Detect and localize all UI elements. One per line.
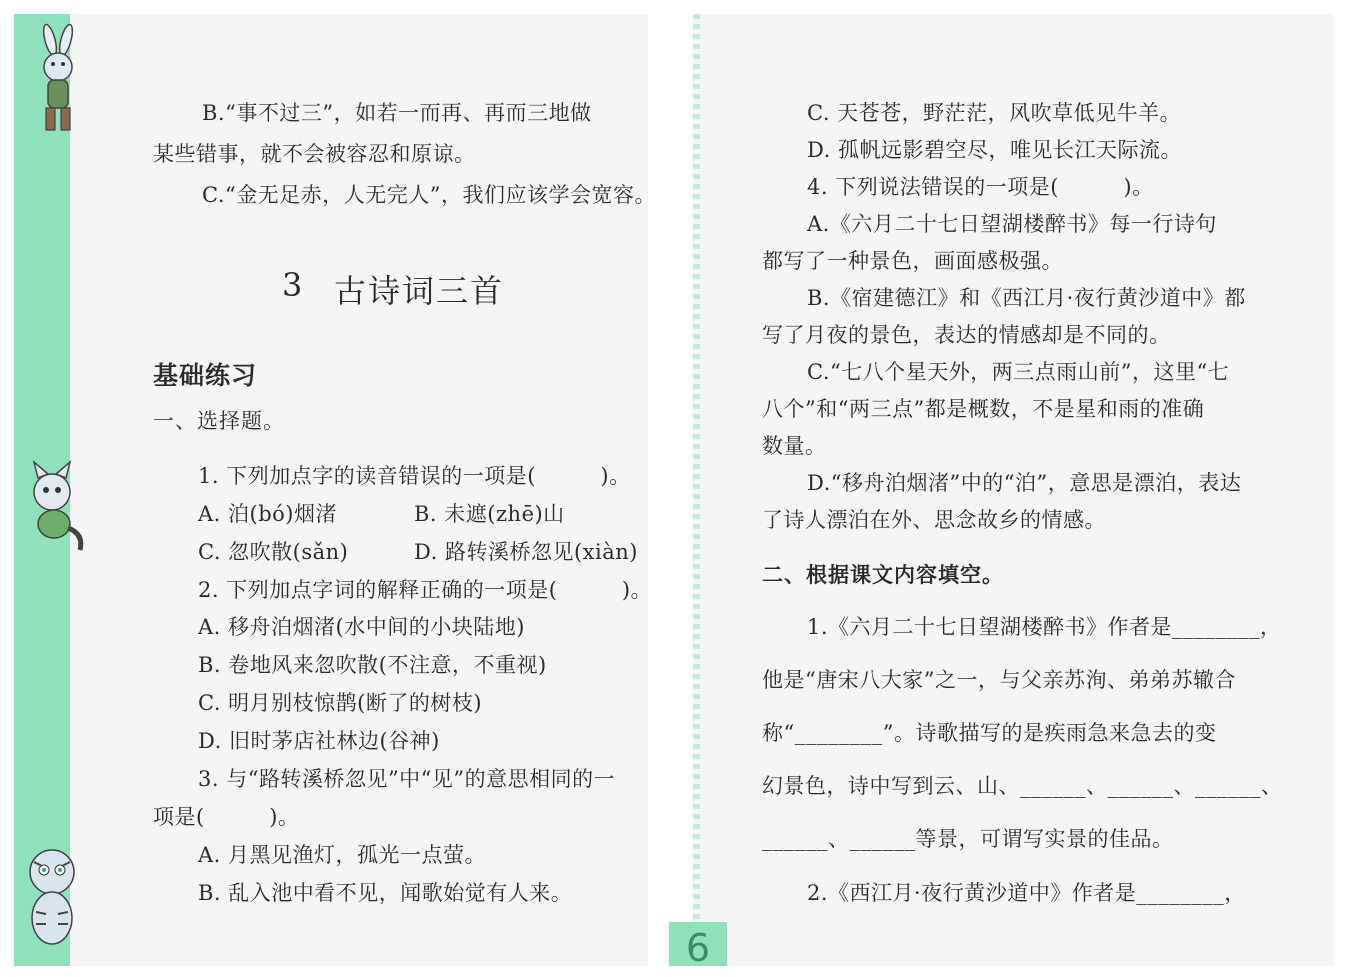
question-4: 4. 下列说法错误的一项是( )。 [807, 175, 1154, 199]
fill-1-line2: 他是“唐宋八大家”之一，与父亲苏洵、弟弟苏辙合 [762, 668, 1236, 692]
q1-option-d: D. 路转溪桥忽见(xiàn) [414, 540, 638, 564]
fill-2-line1: 2.《西江月·夜行黄沙道中》作者是________， [807, 881, 1246, 905]
q4-option-d-line2: 了诗人漂泊在外、思念故乡的情感。 [762, 508, 1106, 532]
q3-option-a: A. 月黑见渔灯，孤光一点萤。 [198, 843, 487, 867]
lesson-number: 3 [282, 266, 303, 304]
fill-1-line3: 称“________”。诗歌描写的是疾雨急来急去的变 [762, 721, 1217, 745]
q3-option-b: B. 乱入池中看不见，闻歌始觉有人来。 [198, 881, 573, 905]
part1-title: 一、选择题。 [153, 409, 285, 433]
q4-option-a-line1: A.《六月二十七日望湖楼醉书》每一行诗句 [807, 212, 1217, 236]
fill-1-line5: ______、______等景，可谓写实景的佳品。 [762, 827, 1174, 851]
q1-option-c: C. 忽吹散(sǎn) [198, 540, 349, 564]
q2-option-a: A. 移舟泊烟渚(水中间的小块陆地) [198, 615, 525, 639]
q2-option-b: B. 卷地风来忽吹散(不注意，不重视) [198, 653, 547, 677]
cat-mascot-icon [18, 458, 90, 558]
q4-option-a-line2: 都写了一种景色，画面感极强。 [762, 249, 1063, 273]
rabbit-mascot-icon [28, 22, 88, 142]
q3-option-d: D. 孤帆远影碧空尽，唯见长江天际流。 [807, 138, 1182, 162]
q3-option-c: C. 天苍苍，野茫茫，风吹草低见牛羊。 [807, 101, 1182, 125]
q4-option-c-line2: 八个”和“两三点”都是概数，不是星和雨的准确 [762, 397, 1205, 421]
section-title: 基础练习 [153, 361, 258, 390]
q4-option-c-line3: 数量。 [762, 434, 827, 458]
q4-option-b-line1: B.《宿建德江》和《西江月·夜行黄沙道中》都 [807, 286, 1246, 310]
prev-option-c: C.“金无足赤，人无完人”，我们应该学会宽容。 [202, 183, 656, 207]
right-page [700, 14, 1334, 966]
q4-option-b-line2: 写了月夜的景色，表达的情感却是不同的。 [762, 323, 1171, 347]
tiger-mascot-icon [20, 832, 86, 958]
question-3-line1: 3. 与“路转溪桥忽见”中“见”的意思相同的一 [198, 767, 616, 791]
fill-1-line4: 幻景色，诗中写到云、山、______、______、______、 [762, 774, 1283, 798]
page-spine [693, 14, 700, 966]
prev-option-b-line1: B.“事不过三”，如若一而再、再而三地做 [202, 101, 592, 125]
fill-1-line1: 1.《六月二十七日望湖楼醉书》作者是________， [807, 615, 1282, 639]
question-2: 2. 下列加点字词的解释正确的一项是( )。 [198, 578, 653, 602]
q1-option-a: A. 泊(bó)烟渚 [198, 502, 337, 526]
q4-option-d-line1: D.“移舟泊烟渚”中的“泊”，意思是漂泊，表达 [807, 471, 1242, 495]
q2-option-c: C. 明月别枝惊鹊(断了的树枝) [198, 691, 483, 715]
q4-option-c-line1: C.“七八个星天外，两三点雨山前”，这里“七 [807, 360, 1230, 384]
question-1: 1. 下列加点字的读音错误的一项是( )。 [198, 464, 631, 488]
left-page [14, 14, 656, 966]
question-3-line2: 项是( )。 [153, 805, 300, 829]
q2-option-d: D. 旧时茅店社林边(谷神) [198, 729, 440, 753]
lesson-title: 古诗词三首 [334, 272, 505, 310]
page-number: 6 [669, 922, 727, 966]
prev-option-b-line2: 某些错事，就不会被容忍和原谅。 [153, 142, 476, 166]
part2-title: 二、根据课文内容填空。 [762, 563, 1004, 587]
q1-option-b: B. 未遮(zhē)山 [414, 502, 565, 526]
